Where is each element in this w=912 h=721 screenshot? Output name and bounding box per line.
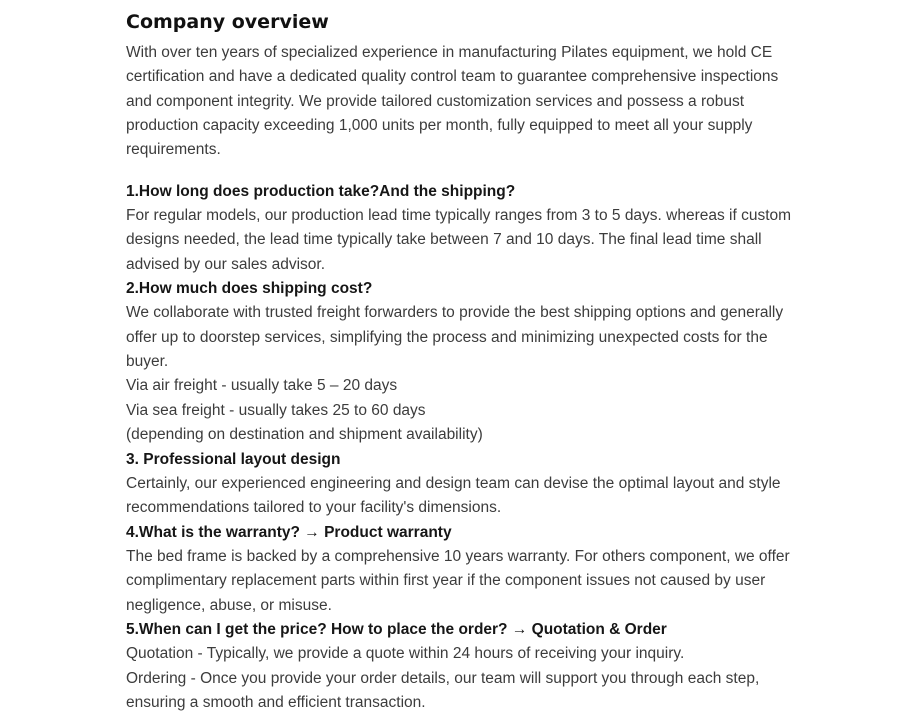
- faq-question: 2.How much does shipping cost?: [126, 280, 373, 298]
- faq-section-quotation-order: [126, 618, 798, 715]
- faq-answer-air-freight: Via air freight - usually take 5 – 20 days: [126, 377, 398, 395]
- faq-answer-sea-freight: Via sea freight - usually takes 25 to 60 days: [126, 401, 426, 419]
- faq-question: 1.How long does production take?And the shipping?: [126, 182, 516, 200]
- page-title: Company overview: [126, 11, 329, 33]
- faq-answer: We collaborate with trusted freight forwarders to provide the best shipping options and generally offer up to doorstep services, simplifying the process and minimizing unexpected costs for the buyer.: [126, 304, 784, 371]
- faq-question: 3. Professional layout design: [126, 450, 341, 468]
- faq-question: 4.What is the warranty? → Product warranty: [126, 523, 452, 541]
- faq-answer: Certainly, our experienced engineering and design team can devise the optimal layout and style recommendations tailored to your facility's dimensions.: [126, 474, 781, 517]
- faq-answer: For regular models, our production lead time typically ranges from 3 to 5 days. whereas if custom designs needed, the lead time typically take between 7 and 10 days. The final lead time shall advised by our sales advisor.: [126, 207, 792, 273]
- faq-section-shipping-cost: [126, 277, 798, 447]
- faq-answer-ordering: Ordering - Once you provide your order details, our team will support you through each step, ensuring a smooth and efficient transaction.: [126, 669, 760, 711]
- faq-section-production-shipping: [126, 180, 798, 277]
- faq-answer-note: (depending on destination and shipment availability): [126, 426, 483, 444]
- faq-question: 5.When can I get the price? How to place the order? → Quotation & Order: [126, 620, 667, 638]
- faq-answer-quotation: Quotation - Typically, we provide a quote within 24 hours of receiving your inquiry.: [126, 645, 685, 663]
- faq-answer: The bed frame is backed by a comprehensive 10 years warranty. For others component, we offer complimentary replacement parts within first year if the component issues not caused by user negligence, abuse, or misuse.: [126, 547, 790, 614]
- company-intro-paragraph: With over ten years of specialized experience in manufacturing Pilates equipment, we hold CE certification and have a dedicated quality control team to guarantee comprehensive inspections and component integrity. We provide tailored customization services and possess a robust production capacity exceeding 1,000 units per month, fully equipped to meet all your supply requirements.: [126, 44, 779, 159]
- faq-section-layout-design: [126, 448, 798, 521]
- faq-section-warranty: [126, 521, 798, 618]
- text-column: [126, 9, 798, 715]
